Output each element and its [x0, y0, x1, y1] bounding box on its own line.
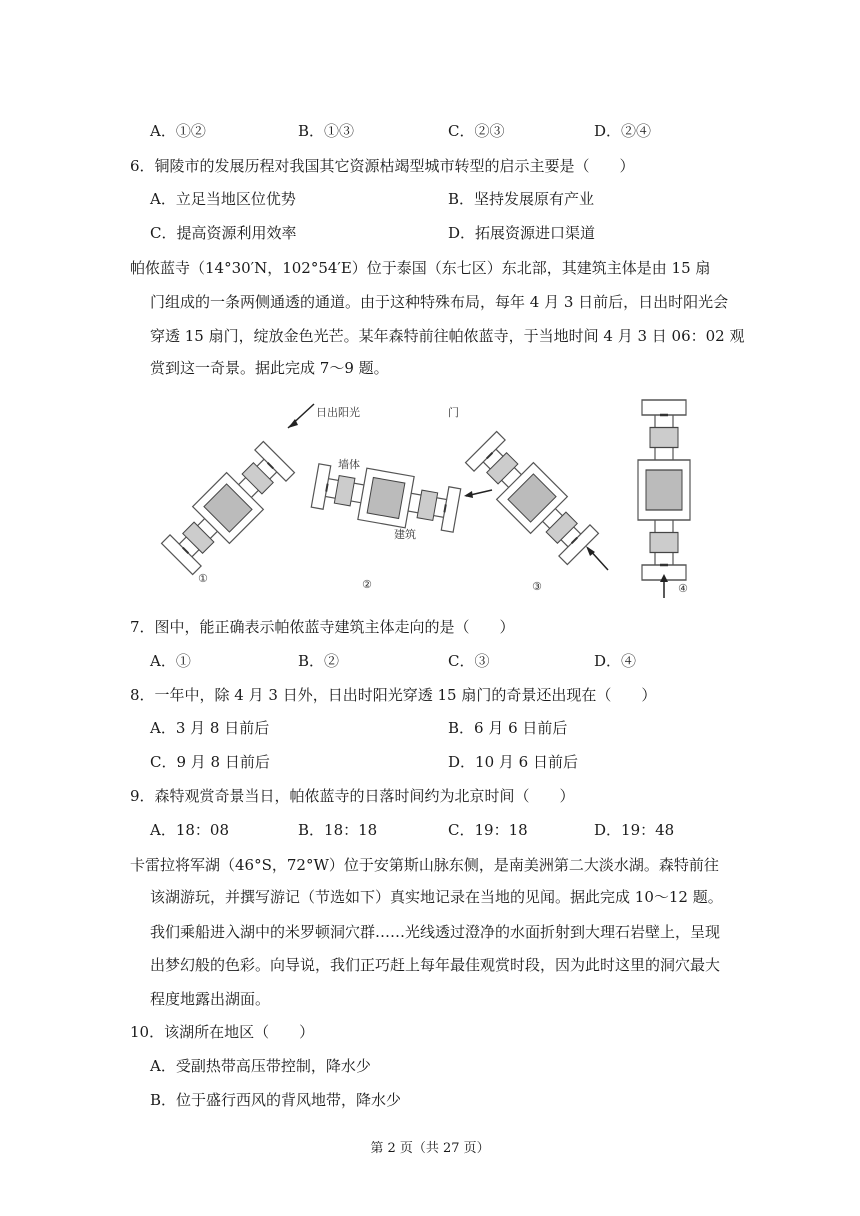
- panel-2-layout: [311, 457, 492, 591]
- label-sunrise: 日出阳光: [316, 406, 360, 419]
- panel-3-layout: [448, 405, 608, 593]
- passage2-line-4: 出梦幻般的色彩。向导说，我们正巧赶上每年最佳观赏时段，因为此时这里的洞穴最大: [150, 956, 721, 974]
- q9-option-b: B．18：18: [298, 821, 378, 839]
- page-footer: 第 2 页（共 27 页）: [370, 1141, 490, 1156]
- q7-stem: 7．图中，能正确表示帕侬蓝寺建筑主体走向的是（ ）: [130, 618, 515, 636]
- q8-option-a: A．3 月 8 日前后: [150, 719, 270, 737]
- label-door: 门: [448, 406, 459, 419]
- label-building: 建筑: [394, 528, 416, 541]
- passage2-line-3: 我们乘船进入湖中的米罗顿洞穴群……光线透过澄净的水面折射到大理石岩壁上，呈现: [150, 923, 721, 941]
- panel-label-4: ④: [678, 582, 688, 595]
- q9-option-c: C．19：18: [448, 821, 528, 839]
- q9-option-a: A．18：08: [150, 821, 230, 839]
- q7-option-d: D．④: [594, 652, 637, 670]
- passage1-line-1: 帕侬蓝寺（14°30′N，102°54′E）位于泰国（东七区）东北部，其建筑主体是由 15 扇: [130, 259, 711, 277]
- q10-stem: 10．该湖所在地区（ ）: [130, 1023, 315, 1041]
- q6-option-c: C．提高资源利用效率: [150, 224, 297, 242]
- q6-option-b: B．坚持发展原有产业: [448, 190, 595, 208]
- passage1-line-4: 赏到这一奇景。据此完成 7～9 题。: [150, 359, 389, 377]
- label-wall: 墙体: [338, 458, 360, 471]
- q6-stem: 6．铜陵市的发展历程对我国其它资源枯竭型城市转型的启示主要是（ ）: [130, 157, 635, 175]
- temple-layout-figure: [148, 398, 718, 598]
- q9-option-d: D．19：48: [594, 821, 675, 839]
- q6-option-d: D．拓展资源进口渠道: [448, 224, 596, 242]
- passage2-line-2: 该湖游玩，并撰写游记（节选如下）真实地记录在当地的见闻。据此完成 10～12 题。: [150, 888, 723, 906]
- q6-option-a: A．立足当地区位优势: [150, 190, 296, 208]
- q7-option-b: B．②: [298, 652, 340, 670]
- q7-option-a: A．①: [150, 652, 191, 670]
- q5-option-d: D．②④: [594, 122, 652, 140]
- passage1-line-2: 门组成的一条两侧通透的通道。由于这种特殊布局，每年 4 月 3 日前后，日出时阳光会: [150, 293, 729, 311]
- q8-option-d: D．10 月 6 日前后: [448, 753, 578, 771]
- passage1-line-3: 穿透 15 扇门，绽放金色光芒。某年森特前往帕侬蓝寺，于当地时间 4 月 3 日 06：02 观: [150, 327, 745, 345]
- q8-stem: 8．一年中，除 4 月 3 日外，日出时阳光穿透 15 扇门的奇景还出现在（ ）: [130, 686, 657, 704]
- q8-option-c: C．9 月 8 日前后: [150, 753, 270, 771]
- q9-stem: 9．森特观赏奇景当日，帕侬蓝寺的日落时间约为北京时间（ ）: [130, 787, 575, 805]
- panel-label-2: ②: [362, 578, 372, 591]
- q10-option-b: B．位于盛行西风的背风地带，降水少: [150, 1091, 402, 1109]
- panel-4-layout: [638, 400, 690, 598]
- q10-option-a: A．受副热带高压带控制，降水少: [150, 1057, 371, 1075]
- q5-option-b: B．①③: [298, 122, 355, 140]
- q8-option-b: B．6 月 6 日前后: [448, 719, 568, 737]
- q7-option-c: C．③: [448, 652, 490, 670]
- panel-label-1: ①: [198, 572, 208, 585]
- panel-label-3: ③: [532, 580, 542, 593]
- passage2-line-5: 程度地露出湖面。: [150, 990, 271, 1008]
- passage2-line-1: 卡雷拉将军湖（46°S，72°W）位于安第斯山脉东侧，是南美洲第二大淡水湖。森特前往: [130, 856, 719, 874]
- q5-option-a: A．①②: [150, 122, 206, 140]
- q5-option-c: C．②③: [448, 122, 505, 140]
